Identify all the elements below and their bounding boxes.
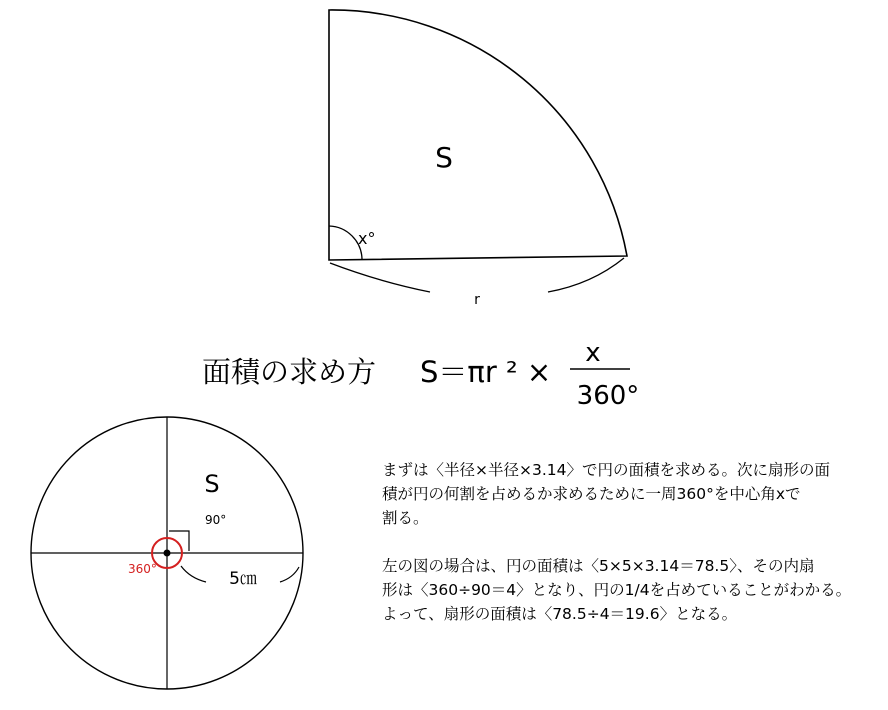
circle-radius-brace-right (280, 567, 299, 582)
radius-brace-right (548, 258, 624, 292)
circle-radius-label: 5㎝ (229, 569, 257, 589)
explanation-paragraph-1: まずは〈半径×半径×3.14〉で円の面積を求める。次に扇形の面 積が円の何割を占めるか求めるために一周360°を中心角xで 割る。 (382, 461, 830, 527)
explanation-text (382, 458, 882, 650)
sector-area-label: S (435, 141, 453, 174)
formula-denominator: 360° (576, 381, 640, 411)
sector-outline (329, 10, 627, 260)
circle-area-label: S (204, 470, 220, 498)
sector-angle-label: x° (358, 229, 376, 248)
full-angle-label: 360° (128, 562, 157, 576)
sector-diagram (329, 10, 627, 308)
area-formula (202, 338, 639, 411)
radius-brace-left (330, 263, 430, 292)
explanation-paragraph-2: 左の図の場合は、円の面積は〈5×5×3.14＝78.5〉、その内扇 形は〈360÷90＝4〉となり、円の1/4を占めていることがわかる。 よって、扇形の面積は〈78.5÷4＝19.6〉となる。 (382, 557, 852, 623)
sector-radius-label: r (474, 292, 480, 308)
right-angle-label: 90° (205, 513, 227, 527)
formula-lhs: S＝πr ² × (420, 355, 552, 389)
circle-radius-brace-left (181, 566, 206, 582)
center-point (164, 550, 171, 557)
formula-numerator: x (585, 338, 601, 368)
right-angle-marker (169, 531, 189, 551)
circle-diagram (31, 417, 303, 689)
formula-title: 面積の求め方 (202, 355, 377, 389)
